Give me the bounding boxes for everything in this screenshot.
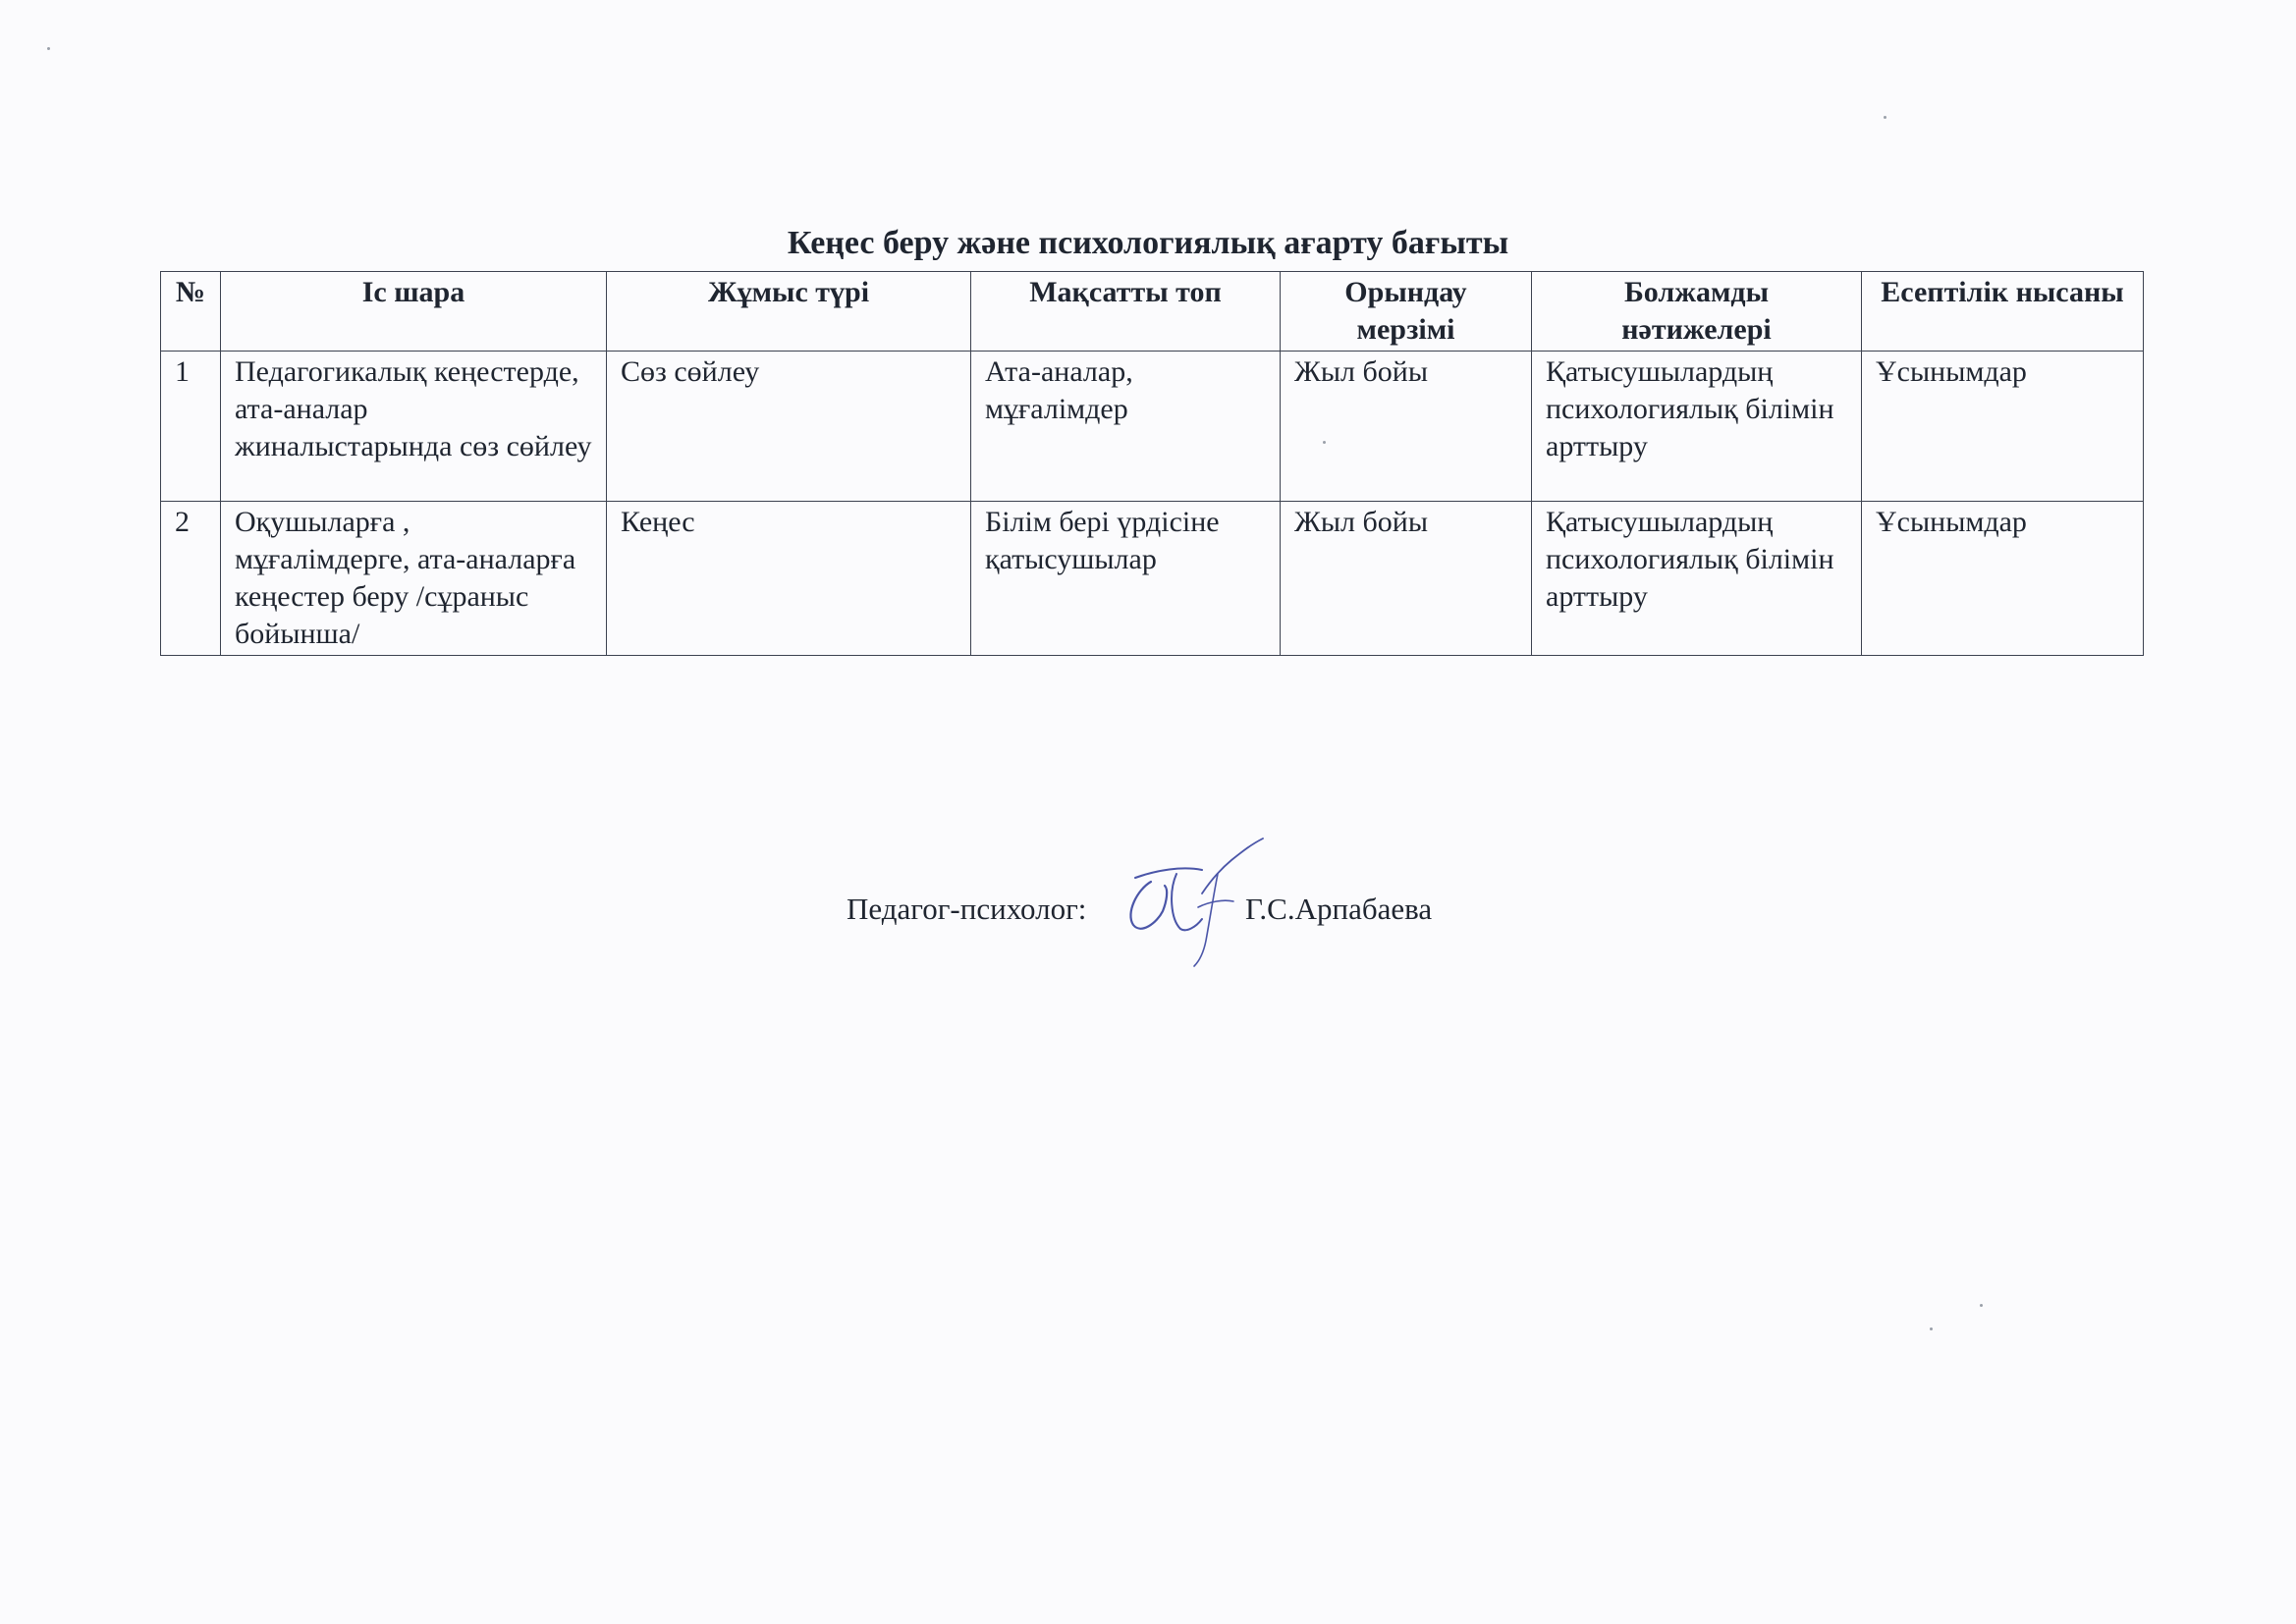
header-expected-results: Болжамды нәтижелері: [1532, 272, 1862, 352]
cell-report-form: Ұсынымдар: [1862, 352, 2144, 502]
scan-speck: [1930, 1327, 1933, 1330]
cell-deadline: Жыл бойы: [1281, 502, 1532, 656]
plan-table: [160, 271, 2144, 656]
cell-num: 1: [161, 352, 221, 502]
handwritten-signature: [1108, 831, 1275, 968]
cell-target-group: Білім бері үрдісіне қатысушылар: [971, 502, 1281, 656]
cell-expected-results: Қатысушылардың психологиялық білімін арттыру: [1532, 352, 1862, 502]
scan-speck: [1323, 441, 1326, 444]
cell-work-type: Кеңес: [607, 502, 971, 656]
cell-deadline: Жыл бойы: [1281, 352, 1532, 502]
cell-expected-results: Қатысушылардың психологиялық білімін арттыру: [1532, 502, 1862, 656]
document-title: Кеңес беру және психологиялық ағарту бағыты: [787, 225, 1509, 261]
signature-name: Г.С.Арпабаева: [1245, 892, 1433, 926]
header-num: №: [161, 272, 221, 352]
table-row: [161, 352, 2144, 502]
header-target-group: Мақсатты топ: [971, 272, 1281, 352]
cell-target-group: Ата-аналар, мұғалімдер: [971, 352, 1281, 502]
cell-event: Педагогикалық кеңестерде, ата-аналар жиналыстарында сөз сөйлеу: [221, 352, 607, 502]
signature-label: Педагог-психолог:: [847, 892, 1087, 926]
scan-speck: [1980, 1304, 1983, 1307]
header-work-type: Жұмыс түрі: [607, 272, 971, 352]
cell-report-form: Ұсынымдар: [1862, 502, 2144, 656]
header-event: Іс шара: [221, 272, 607, 352]
cell-num: 2: [161, 502, 221, 656]
header-deadline: Орындау мерзімі: [1281, 272, 1532, 352]
table-header-row: [161, 272, 2144, 352]
cell-event: Оқушыларға , мұғалімдерге, ата-аналарға кеңестер беру /сұраныс бойынша/: [221, 502, 607, 656]
cell-work-type: Сөз сөйлеу: [607, 352, 971, 502]
scan-speck: [47, 47, 50, 50]
table-row: [161, 502, 2144, 656]
scan-speck: [1884, 116, 1886, 119]
header-report-form: Есептілік нысаны: [1862, 272, 2144, 352]
